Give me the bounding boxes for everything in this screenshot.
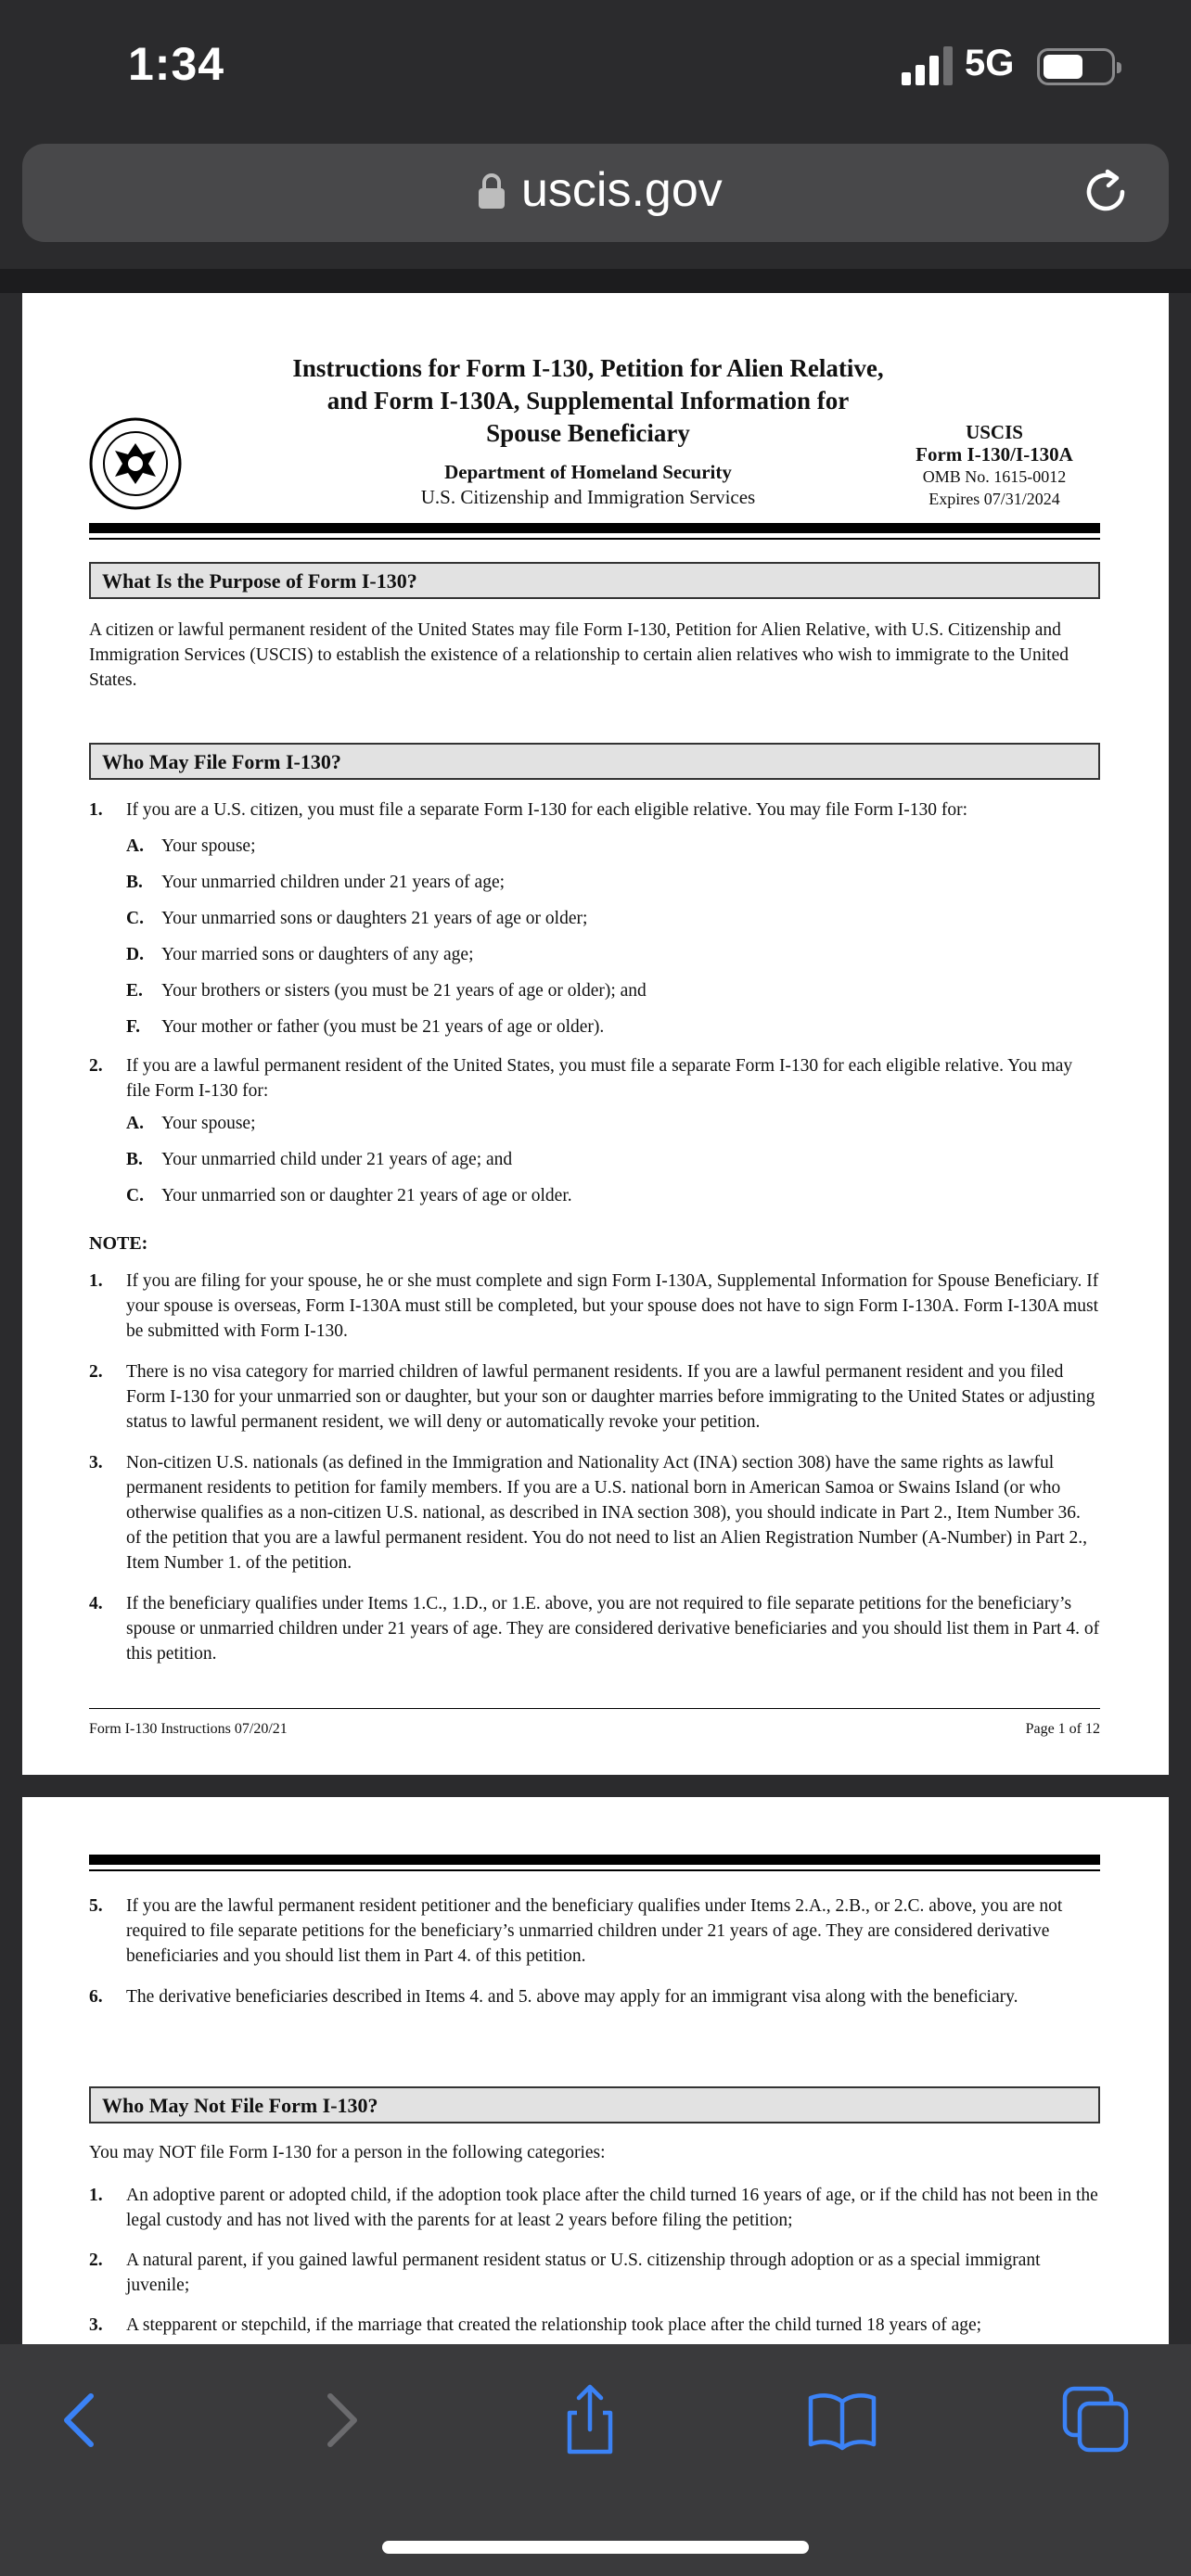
dhs-seal-icon — [89, 417, 182, 510]
section-header-purpose: What Is the Purpose of Form I-130? — [89, 562, 1100, 599]
document-title: Instructions for Form I-130, Petition for Alien Relative, and Form I-130A, Supplemental Information for Spouse Beneficiary — [292, 354, 884, 447]
content-separator — [0, 269, 1191, 293]
note-item: 3. Non-citizen U.S. nationals (as defined in the Immigration and Nationality Act (INA) section 308) have the same rights as lawful permanent residents to petition for family members. If you are a U.S. national born in American Samoa or Swains Island (or who otherwise qualifies as a non-citizen U.S. national, as described in INA section 308), you should indicate in Part 2., Item Number 36. of the petition that you are a lawful permanent resident. You do not need to list an Alien Registration Number (A-Number) in Part 2., Item Number 1. of the petition. — [89, 1453, 1087, 1573]
list-item: 1. An adoptive parent or adopted child, if the adoption took place after the child turned 16 years of age, or if the child has not been in the legal custody and has not lived with the parents for at least 2 years before filing the petition; — [89, 2186, 1098, 2230]
sub-item: C. Your unmarried son or daughter 21 years of age or older. — [126, 1186, 572, 1205]
list-item: 3. A stepparent or stepchild, if the marriage that created the relationship took place after the child turned 18 years of age; — [89, 2315, 982, 2335]
page-footer: Form I-130 Instructions 07/20/21 Page 1 of 12 — [89, 1721, 1100, 1737]
home-indicator — [382, 2541, 809, 2554]
status-bar — [0, 0, 1191, 139]
back-icon[interactable] — [45, 2383, 119, 2457]
url-text[interactable]: uscis.gov — [521, 163, 723, 217]
list-item: 1. If you are a U.S. citizen, you must file a separate Form I-130 for each eligible relative. You may file Form I-130 for: — [89, 800, 968, 820]
note-item: 1. If you are filing for your spouse, he or she must complete and sign Form I-130A, Supplemental Information for Spouse Beneficiary. If your spouse is overseas, Form I-130A must still be completed, but your spouse does not have to sign Form I-130A. Form I-130A must be submitted with Form I-130. — [89, 1271, 1099, 1341]
note-item: 2. There is no visa category for married children of lawful permanent residents. If you are a lawful permanent resident and you filed Form I-130 for your unmarried son or daughter, but your son or daughter marries before immigrating to the United States or adjusting status to lawful permanent resident, we will deny or automatically revoke your petition. — [89, 1362, 1095, 1432]
note-label: NOTE: — [89, 1233, 148, 1254]
sub-item: B. Your unmarried children under 21 years of age; — [126, 873, 506, 892]
address-bar[interactable] — [22, 144, 1169, 242]
battery-icon — [1037, 48, 1115, 85]
section-header-who-may-file: Who May File Form I-130? — [89, 743, 1100, 780]
sub-item: B. Your unmarried child under 21 years of age; and — [126, 1150, 513, 1169]
browser-toolbar — [0, 2344, 1191, 2576]
header-rule-thin — [89, 538, 1100, 540]
reload-icon[interactable] — [1080, 164, 1135, 220]
sub-item: A. Your spouse; — [126, 1114, 256, 1133]
sub-item: F. Your mother or father (you must be 21 years of age or older). — [126, 1017, 605, 1037]
list-item: 2. If you are a lawful permanent resident of the United States, you must file a separate Form I-130 for each eligible relative. You may file Form I-130 for: — [89, 1056, 1073, 1101]
sub-item: C. Your unmarried sons or daughters 21 years of age or older; — [126, 909, 588, 928]
list-item: 5. If you are the lawful permanent resident petitioner and the beneficiary qualifies under Items 2.A., 2.B., or 2.C. above, you are not required to file separate petitions for the beneficiary’s unmarried children under 21 years of age. They are considered derivative beneficiaries and you should list them in Part 4. of this petition. — [89, 1896, 1063, 1966]
network-label: 5G — [965, 43, 1015, 83]
department-block: Department of Homeland Security U.S. Citizenship and Immigration Services — [420, 461, 756, 508]
footer-rule — [89, 1708, 1100, 1709]
header-rule-thick — [89, 1855, 1100, 1865]
lock-icon — [477, 173, 506, 209]
pdf-page-2 — [22, 1797, 1169, 2344]
form-id-block: USCIS Form I-130/I-130A OMB No. 1615-0012 Expires 07/31/2024 — [916, 421, 1073, 508]
purpose-paragraph: A citizen or lawful permanent resident of the United States may file Form I-130, Petition for Alien Relative, with U.S. Citizenship and Immigration Services (USCIS) to establish the existence of a relationship to certain alien relatives who wish to immigrate to the United States. — [89, 620, 1069, 690]
intro-paragraph: You may NOT file Form I-130 for a person in the following categories: — [89, 2143, 606, 2162]
header-rule-thin — [89, 1869, 1100, 1871]
tabs-icon[interactable] — [1059, 2383, 1133, 2457]
section-header-who-may-not-file: Who May Not File Form I-130? — [89, 2086, 1100, 2123]
list-item: 6. The derivative beneficiaries described in Items 4. and 5. above may apply for an immigrant visa along with the beneficiary. — [89, 1987, 1018, 2007]
status-time: 1:34 — [128, 38, 225, 90]
sub-item: D. Your married sons or daughters of any age; — [126, 945, 474, 964]
pdf-page-1 — [22, 293, 1169, 1775]
sub-item: E. Your brothers or sisters (you must be 21 years of age or older); and — [126, 981, 647, 1001]
list-item: 2. A natural parent, if you gained lawful permanent resident status or U.S. citizenship through adoption or as a special immigrant juvenile; — [89, 2251, 1041, 2295]
signal-icon — [902, 46, 954, 85]
bookmarks-icon[interactable] — [805, 2383, 879, 2457]
header-rule-thick — [89, 523, 1100, 533]
sub-item: A. Your spouse; — [126, 836, 256, 856]
note-item: 4. If the beneficiary qualifies under Items 1.C., 1.D., or 1.E. above, you are not required to file separate petitions for the beneficiary’s spouse or unmarried children under 21 years of age. They are considered derivative beneficiaries and you should list them in Part 4. of this petition. — [89, 1594, 1100, 1664]
share-icon[interactable] — [553, 2383, 627, 2457]
forward-icon[interactable] — [302, 2383, 377, 2457]
